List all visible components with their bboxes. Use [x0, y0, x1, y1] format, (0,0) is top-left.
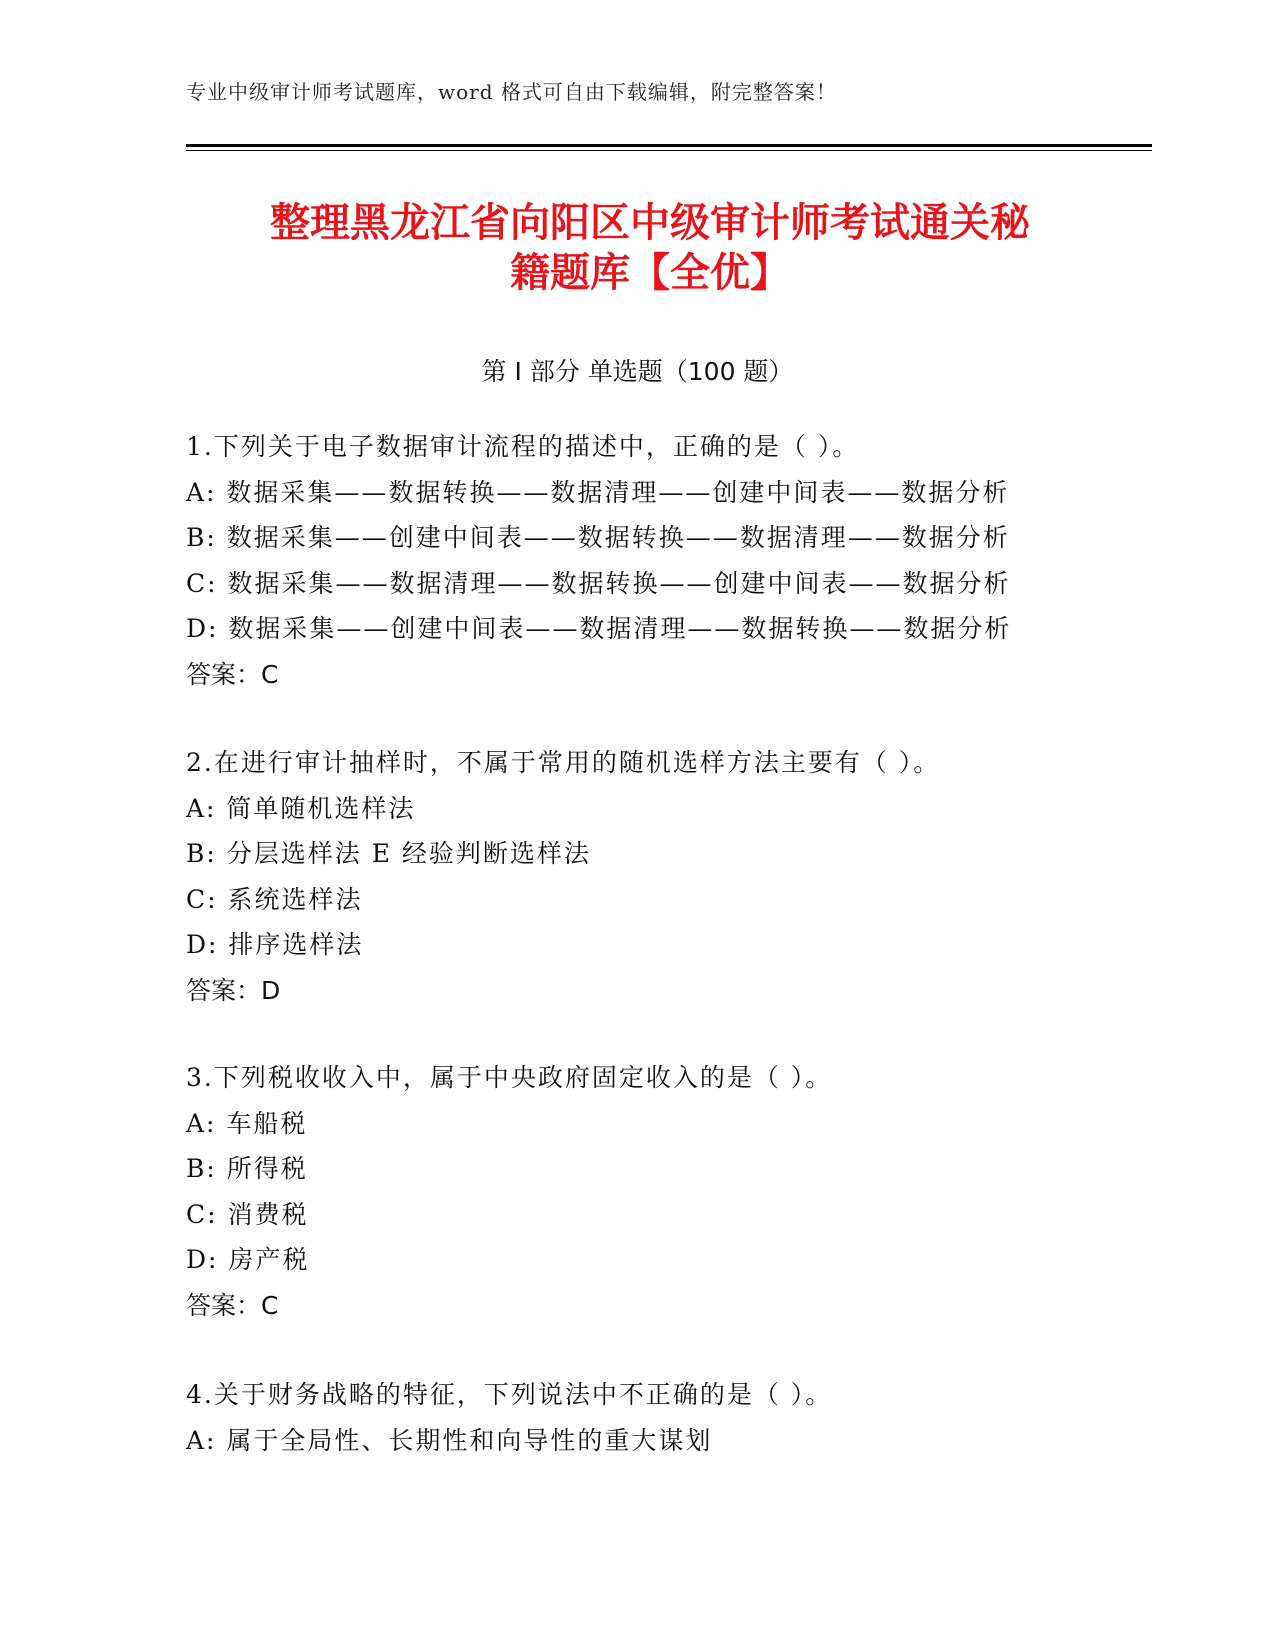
section-heading: 第 I 部分 单选题（100 题） — [481, 357, 794, 386]
question-4 — [186, 1372, 832, 1463]
question-3 — [186, 1055, 832, 1328]
question-stem: 1.下列关于电子数据审计流程的描述中，正确的是（ ）。 — [186, 432, 860, 461]
option-d: D: 数据采集——创建中间表——数据清理——数据转换——数据分析 — [186, 614, 1012, 643]
option-b: B: 所得税 — [186, 1154, 308, 1183]
question-2 — [186, 740, 940, 1013]
header-rule-thick — [186, 144, 1152, 147]
page-header-text: 专业中级审计师考试题库，word 格式可自由下载编辑，附完整答案！ — [186, 80, 837, 104]
option-d: D: 房产税 — [186, 1245, 310, 1274]
option-c: C: 消费税 — [186, 1199, 309, 1229]
answer: 答案：D — [186, 975, 281, 1005]
question-stem: 4.关于财务战略的特征，下列说法中不正确的是（ ）。 — [186, 1380, 833, 1409]
option-a: A: 属于全局性、长期性和向导性的重大谋划 — [186, 1425, 713, 1455]
option-d: D: 排序选样法 — [186, 930, 364, 959]
header-rule-thin — [186, 150, 1152, 151]
option-b: B: 分层选样法 E 经验判断选样法 — [186, 839, 591, 868]
question-stem: 2.在进行审计抽样时，不属于常用的随机选样方法主要有（ ）。 — [186, 748, 941, 777]
title-line-2: 籍题库【全优】 — [510, 250, 790, 296]
answer: 答案：C — [186, 659, 279, 689]
title-line-1: 整理黑龙江省向阳区中级审计师考试通关秘 — [270, 200, 1030, 246]
question-stem: 3.下列税收收入中，属于中央政府固定收入的是（ ）。 — [186, 1063, 833, 1092]
option-a: A: 数据采集——数据转换——数据清理——创建中间表——数据分析 — [186, 477, 1010, 507]
option-c: C: 系统选样法 — [186, 884, 363, 914]
option-a: A: 车船税 — [186, 1108, 308, 1138]
option-c: C: 数据采集——数据清理——数据转换——创建中间表——数据分析 — [186, 568, 1011, 598]
document-title — [150, 198, 1150, 298]
option-a: A: 简单随机选样法 — [186, 793, 416, 823]
question-1 — [186, 424, 1011, 697]
answer: 答案：C — [186, 1290, 279, 1320]
option-b: B: 数据采集——创建中间表——数据转换——数据清理——数据分析 — [186, 523, 1010, 552]
